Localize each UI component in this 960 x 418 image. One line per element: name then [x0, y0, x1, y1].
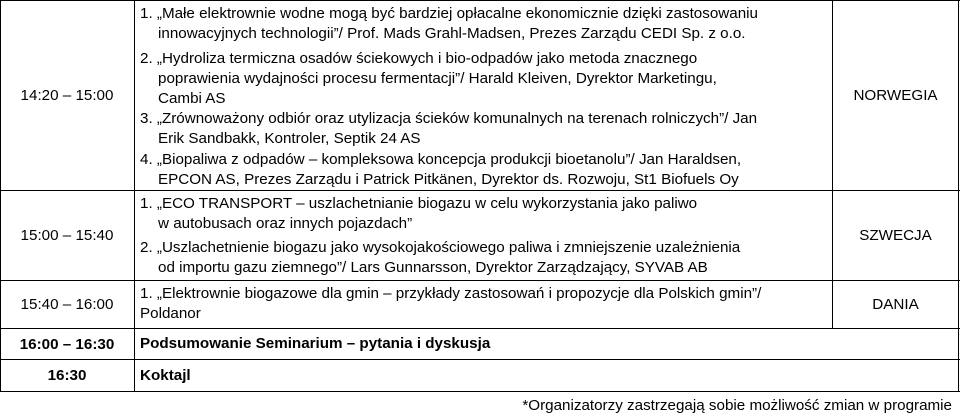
table-border-right — [958, 0, 959, 392]
row3-time-cell — [0, 281, 134, 328]
row2-line-3: 2. „Uszlachetnienie biogazu jako wysokojakościowego paliwa i zmniejszenie uzależnienia — [140, 239, 741, 256]
row1-time-cell — [0, 0, 134, 190]
row1-line-6: 3. „Zrównoważony odbiór oraz utylizacja ścieków komunalnych na terenach rolniczych”/ Jan — [140, 110, 758, 127]
organizer-note: *Organizatorzy zastrzegają sobie możliwość zmian w programie — [522, 397, 952, 414]
row1-line-8: 4. „Biopaliwa z odpadów – kompleksowa koncepcja produkcji bioetanolu”/ Jan Haraldsen, — [140, 151, 742, 168]
row3-country: DANIA — [872, 296, 919, 313]
row-divider-2 — [0, 280, 960, 281]
summary-label: Podsumowanie Seminarium – pytania i dyskusja — [140, 335, 491, 352]
cocktail-time-cell — [0, 360, 134, 391]
row1-line-7: Erik Sandbakk, Kontroler, Septik 24 AS — [158, 130, 421, 147]
row3-line-2: Poldanor — [140, 305, 201, 322]
row2-time-cell — [0, 191, 134, 280]
row1-country-cell — [833, 0, 958, 190]
row-divider-4 — [0, 359, 960, 360]
row1-time: 14:20 – 15:00 — [20, 86, 114, 104]
row2-country: SZWECJA — [859, 227, 932, 244]
cocktail-time: 16:30 — [47, 367, 87, 384]
row2-line-1: 1. „ECO TRANSPORT – uszlachetnianie biogazu w celu wykorzystania jako paliwo — [140, 195, 698, 212]
row1-country: NORWEGIA — [853, 86, 938, 104]
table-border-bottom — [0, 391, 960, 392]
row1-line-9: EPCON AS, Prezes Zarządu i Patrick Pitkänen, Dyrektor ds. Rozwoju, St1 Biofuels Oy — [158, 171, 739, 188]
row1-line-5: Cambi AS — [158, 90, 226, 107]
row-divider-1 — [0, 190, 960, 191]
row2-country-cell — [833, 191, 958, 280]
row2-time: 15:00 – 15:40 — [20, 227, 114, 244]
cocktail-label: Koktajl — [140, 367, 191, 384]
row1-line-2: innowacyjnych technologii”/ Prof. Mads Grahl-Madsen, Prezes Zarządu CEDI Sp. z o.o. — [158, 25, 746, 42]
col-divider-time — [134, 0, 135, 392]
row3-time: 15:40 – 16:00 — [20, 296, 114, 313]
row3-line-1: 1. „Elektrownie biogazowe dla gmin – przykłady zastosowań i propozycje dla Polskich gmin”/ — [140, 285, 762, 302]
row1-line-4: poprawienia wydajności procesu fermentacji”/ Harald Kleiven, Dyrektor Marketingu, — [158, 70, 717, 87]
row2-line-4: od importu gazu ziemnego”/ Lars Gunnarsson, Dyrektor Zarządzający, SYVAB AB — [158, 259, 708, 276]
row-divider-3 — [0, 328, 960, 329]
row1-line-1: 1. „Małe elektrownie wodne mogą być bardziej opłacalne ekonomicznie dzięki zastosowaniu — [140, 5, 758, 22]
summary-time: 16:00 – 16:30 — [19, 335, 115, 353]
summary-time-cell — [0, 329, 134, 359]
table-border-top — [0, 0, 960, 1]
row2-line-2: w autobusach oraz innych pojazdach” — [158, 215, 413, 232]
row1-line-3: 2. „Hydroliza termiczna osadów ściekowych i bio-odpadów jako metoda znacznego — [140, 50, 698, 67]
row3-country-cell — [833, 281, 958, 328]
